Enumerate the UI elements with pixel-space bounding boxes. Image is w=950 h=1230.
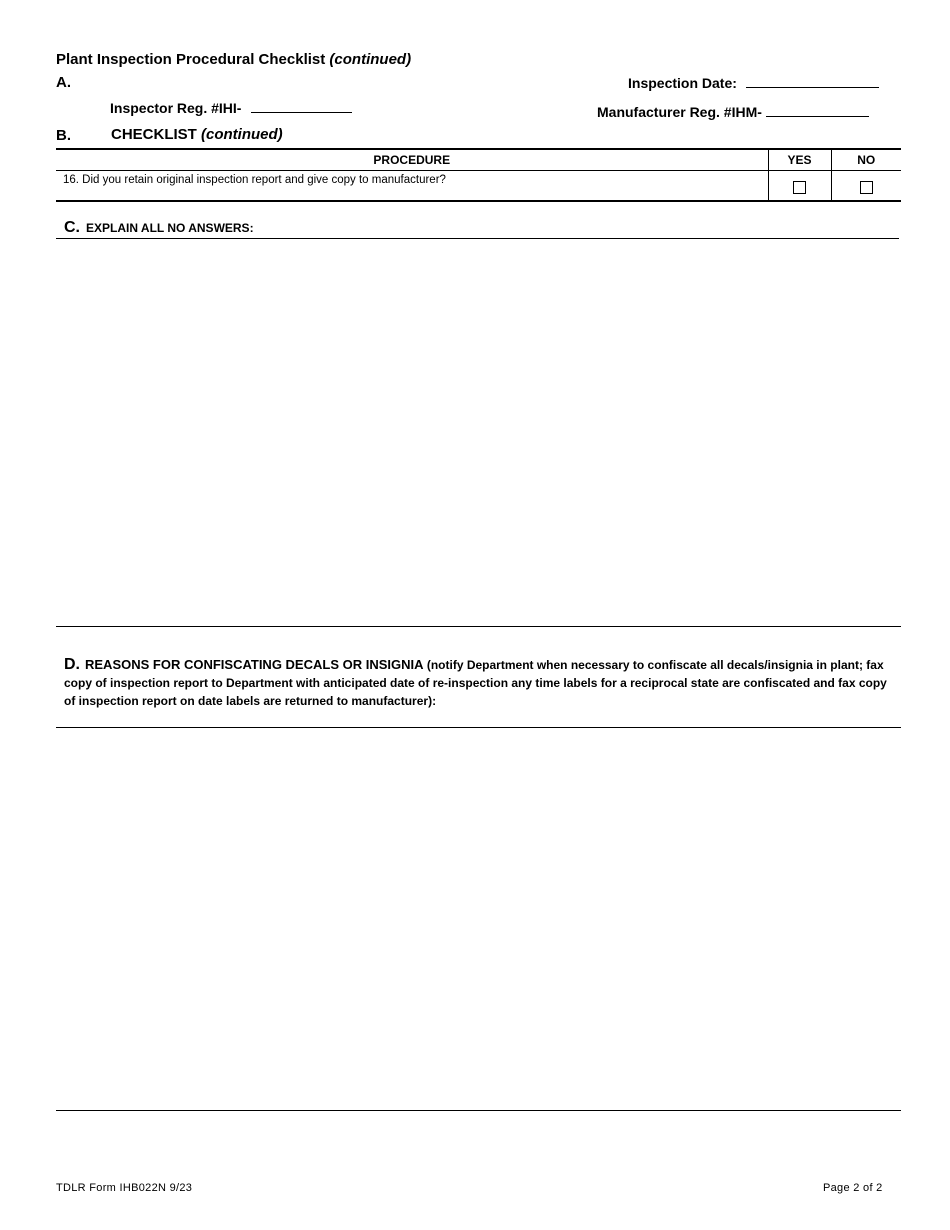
manufacturer-reg-field [597, 104, 869, 120]
section-a-letter: A. [56, 74, 71, 91]
section-d-note: (notify Department when necessary to confiscate all decals/insignia in plant; fax copy of inspection report to Department with anticipated date of re-inspection any time labels for a reciprocal state are confiscated and fax copy of inspection report on date labels are returned to manufacturer): [64, 658, 887, 708]
table-row [56, 171, 901, 202]
checklist-table [56, 148, 901, 202]
inspector-reg-input[interactable] [251, 100, 352, 113]
section-c-bottom-divider [56, 626, 901, 627]
manufacturer-reg-label: Manufacturer Reg. #IHM- [597, 104, 762, 120]
title-suffix: (continued) [329, 51, 412, 68]
no-cell [831, 171, 901, 202]
checklist-heading [111, 126, 283, 143]
checklist-header-row [56, 149, 901, 171]
no-column-header: NO [831, 149, 901, 171]
page-number: Page 2 of 2 [823, 1182, 883, 1194]
section-d-letter: D. [64, 656, 80, 673]
section-d-heading [64, 656, 894, 710]
inspector-reg-label: Inspector Reg. #IHI- [110, 100, 242, 116]
explain-no-answers-area[interactable] [56, 240, 901, 625]
manufacturer-reg-input[interactable] [766, 104, 869, 117]
page-title [56, 51, 411, 68]
section-b-letter: B. [56, 127, 71, 144]
procedure-question: 16. Did you retain original inspection report and give copy to manufacturer? [63, 174, 446, 186]
inspector-reg-field [110, 100, 352, 116]
section-c-heading [64, 219, 254, 237]
yes-checkbox[interactable] [793, 181, 806, 194]
title-text: Plant Inspection Procedural Checklist [56, 51, 326, 68]
section-d-divider [56, 727, 901, 728]
yes-cell [768, 171, 831, 202]
inspection-date-field [628, 75, 879, 91]
confiscation-reasons-area[interactable] [56, 729, 901, 1109]
inspection-date-input[interactable] [746, 75, 879, 88]
section-c-underline [56, 238, 899, 239]
no-checkbox[interactable] [860, 181, 873, 194]
section-d-label: REASONS FOR CONFISCATING DECALS OR INSIGNIA [85, 657, 424, 672]
inspection-date-label: Inspection Date: [628, 75, 737, 91]
checklist-heading-suffix: (continued) [201, 126, 283, 143]
checklist-heading-text: CHECKLIST [111, 126, 197, 143]
form-id: TDLR Form IHB022N 9/23 [56, 1182, 193, 1194]
procedure-column-header: PROCEDURE [56, 149, 768, 171]
section-c-letter: C. [64, 219, 80, 236]
yes-column-header: YES [768, 149, 831, 171]
section-c-label: EXPLAIN ALL NO ANSWERS: [86, 221, 254, 235]
procedure-cell [56, 171, 768, 202]
section-d-bottom-divider [56, 1110, 901, 1111]
